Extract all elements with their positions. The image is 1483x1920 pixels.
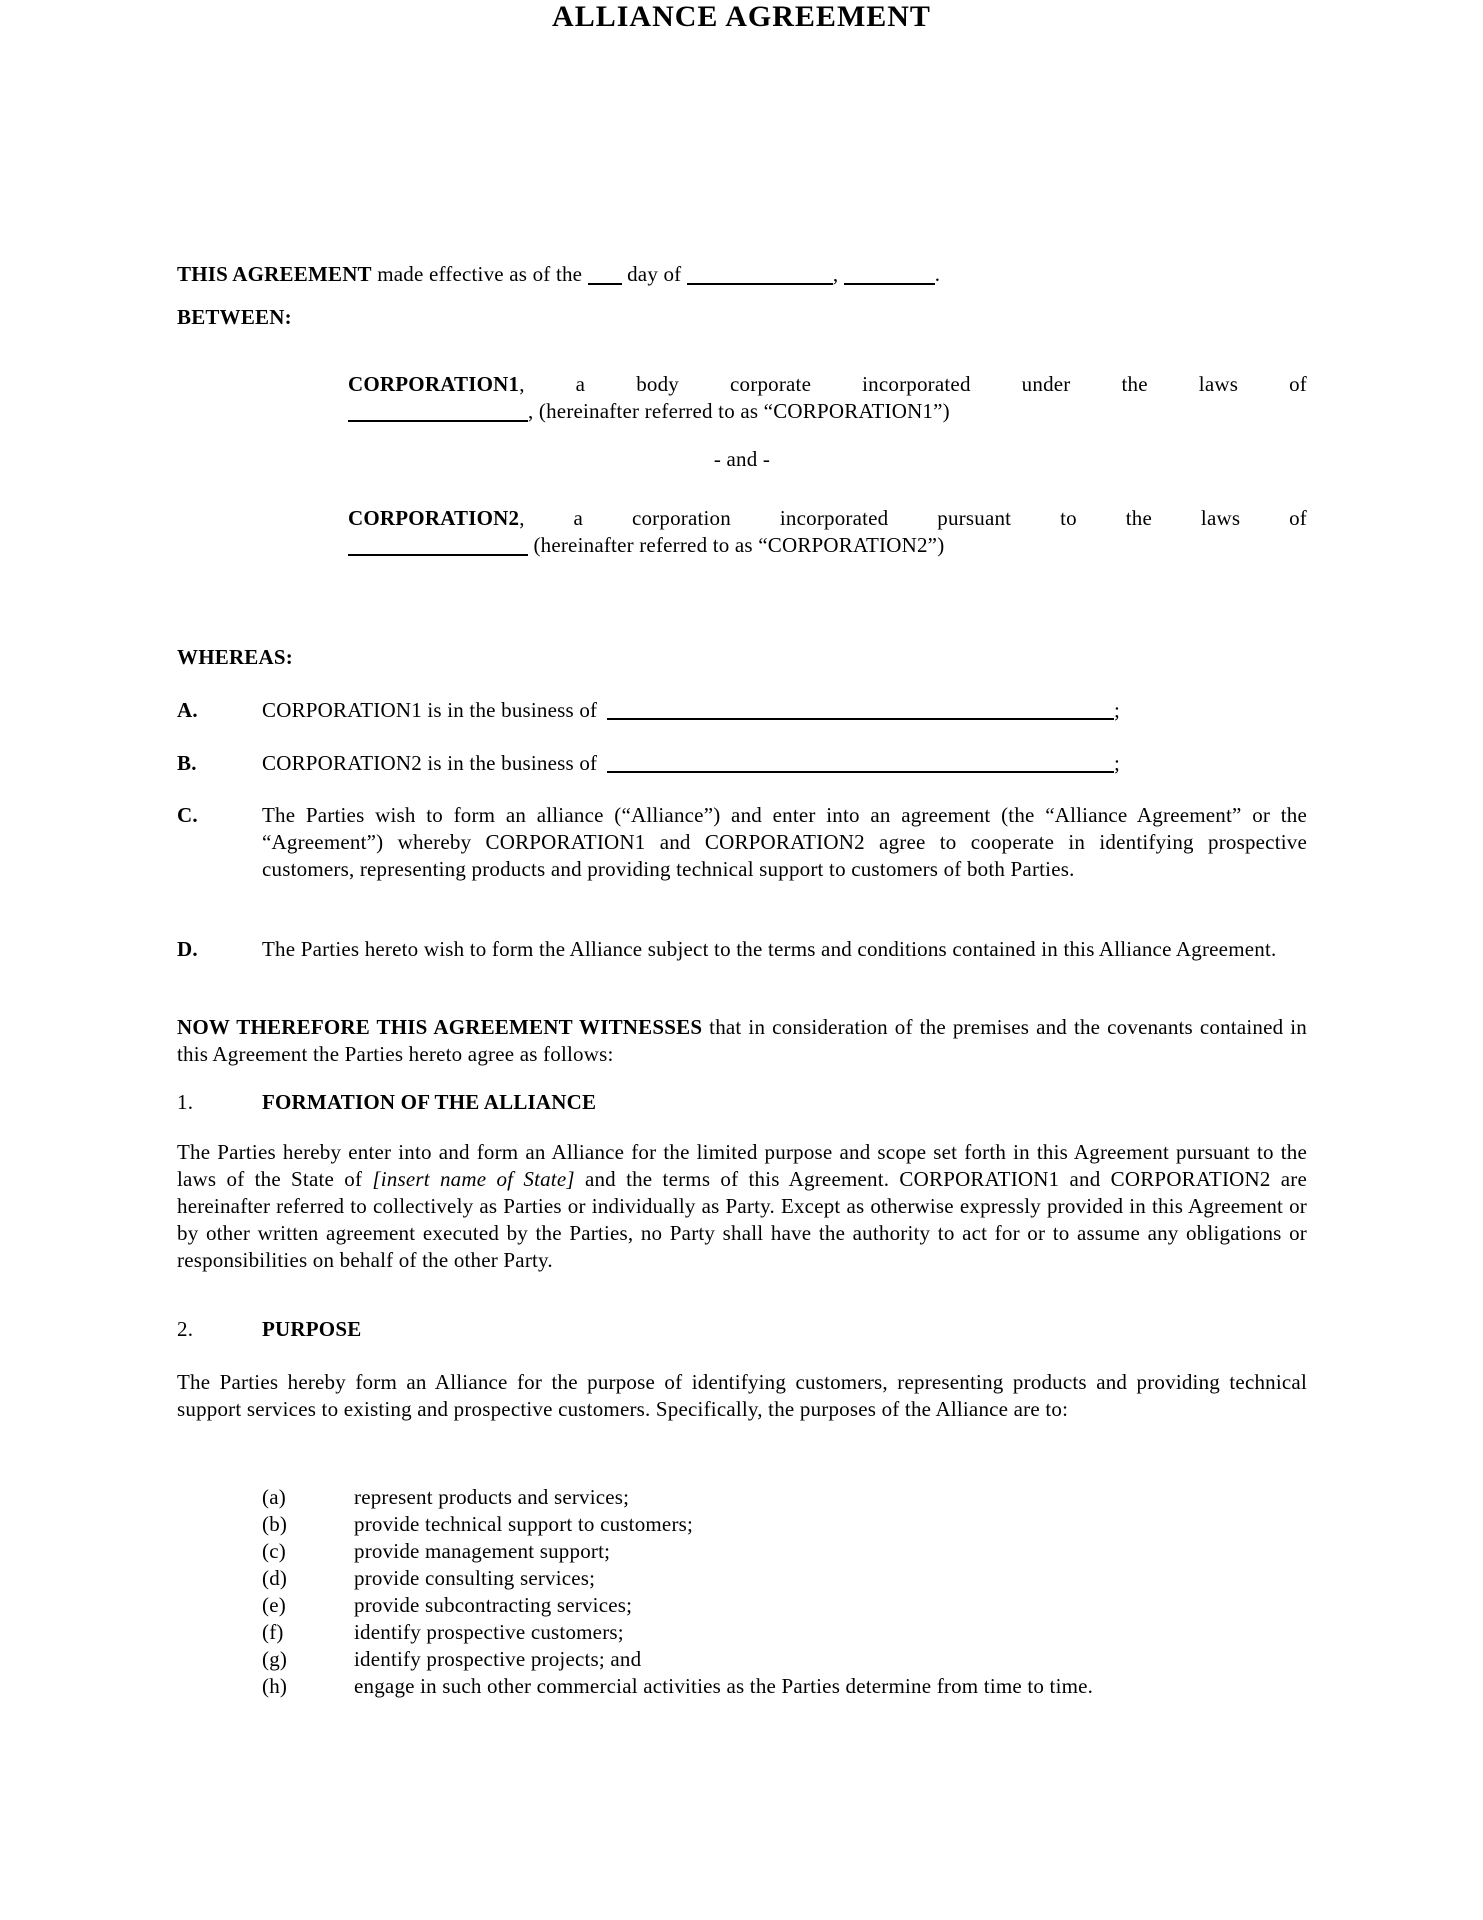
party2-line1-text: , a corporation incorporated pursuant to the laws of [519,506,1307,530]
section1-body [177,1139,1307,1274]
party1-line1 [348,371,1307,398]
party2-line2-text: (hereinafter referred to as “CORPORATION2”) [533,533,945,557]
intro-comma: , [832,262,839,286]
between-label: BETWEEN: [177,305,292,329]
whereas-label: WHEREAS: [177,645,293,669]
recital-b-semicolon: ; [1113,751,1120,775]
recital-a-label: A. [177,698,198,722]
purpose-item-a-label: (a) [262,1485,286,1509]
purpose-item-d-text: provide consulting services; [354,1566,596,1590]
section2-heading-row [177,1316,1307,1343]
party1-line2 [348,398,1307,425]
purpose-item-b [262,1511,1307,1538]
purpose-item-h-label: (h) [262,1674,288,1698]
recital-d-label: D. [177,937,198,961]
section1-insert-state-placeholder: [insert name of State] [372,1167,575,1191]
recital-b-line [262,750,1120,777]
intro-text-1: made effective as of the [377,262,583,286]
purpose-item-g-label: (g) [262,1647,288,1671]
purpose-item-g [262,1646,1307,1673]
purpose-item-b-text: provide technical support to customers; [354,1512,694,1536]
intro-paragraph [177,261,1307,288]
day-blank-line [588,263,622,285]
purpose-item-d [262,1565,1307,1592]
purpose-item-c-label: (c) [262,1539,286,1563]
recital-a-blank-line [607,697,1114,720]
and-separator: - and - [713,447,771,471]
purpose-item-f [262,1619,1307,1646]
party1-line1-text: , a body corporate incorporated under the laws of [519,372,1307,396]
now-therefore-paragraph [177,1014,1307,1068]
recital-c [177,802,1307,883]
purpose-item-h [262,1673,1307,1700]
recital-c-label: C. [177,803,198,827]
section1-number: 1. [177,1090,194,1114]
purpose-item-g-text: identify prospective projects; and [354,1647,642,1671]
year-blank-line [844,263,935,285]
purpose-item-h-text: engage in such other commercial activities as the Parties determine from time to time. [354,1674,1094,1698]
month-blank-line [687,263,833,285]
party2-block [348,505,1307,559]
now-therefore-bold: NOW THEREFORE THIS AGREEMENT WITNESSES [177,1015,703,1039]
purpose-item-f-label: (f) [262,1620,284,1644]
purpose-list [262,1484,1307,1700]
purpose-item-b-label: (b) [262,1512,288,1536]
purpose-item-e-label: (e) [262,1593,286,1617]
purpose-item-e [262,1592,1307,1619]
purpose-item-a-text: represent products and services; [354,1485,630,1509]
recital-b-blank-line [607,750,1114,773]
party1-block [348,371,1307,425]
purpose-item-f-text: identify prospective customers; [354,1620,624,1644]
recital-b-text: CORPORATION2 is in the business of [262,751,598,775]
recital-c-text: The Parties wish to form an alliance (“Alliance”) and enter into an agreement (the “Alliance Agreement” or the “Agreement”) whereby CORPORATION1 and CORPORATION2 agree to cooperate in identifying prospective customers, representing products and providing technical support to customers of both Parties. [262,803,1307,881]
section1-heading-row [177,1089,1307,1116]
purpose-item-c [262,1538,1307,1565]
party1-name: CORPORATION1 [348,372,520,396]
section2-body: The Parties hereby form an Alliance for the purpose of identifying customers, representing products and providing technical support services to existing and prospective customers. Specifically, the purposes of the Alliance are to: [177,1370,1307,1421]
party2-line2 [348,532,1307,559]
intro-bold-label: THIS AGREEMENT [177,262,372,286]
document-title: ALLIANCE AGREEMENT [552,0,931,33]
recital-a [177,697,1307,724]
purpose-item-c-text: provide management support; [354,1539,611,1563]
party1-line2-text: , (hereinafter referred to as “CORPORATION1”) [528,399,950,423]
section1-text-pre: The Parties hereby enter into and form an Alliance for the limited purpose and scope set forth in this Agreement pursuant to the laws of the State of [177,1140,1307,1191]
section1-text-post: and the terms of this Agreement. CORPORATION1 and CORPORATION2 are hereinafter referred to collectively as Parties or individually as Party. Except as otherwise expressly provided in this Agreement or by other written agreement executed by the Parties, no Party shall have the authority to act for or to assume any obligations or responsibilities on behalf of the other Party. [177,1167,1308,1272]
purpose-item-a [262,1484,1307,1511]
section1-heading: FORMATION OF THE ALLIANCE [262,1090,597,1114]
purpose-item-e-text: provide subcontracting services; [354,1593,633,1617]
recital-d [177,936,1307,963]
recital-d-text: The Parties hereto wish to form the Alliance subject to the terms and conditions contained in this Alliance Agreement. [262,937,1277,961]
recital-a-text: CORPORATION1 is in the business of [262,698,598,722]
section2-number: 2. [177,1317,194,1341]
intro-text-2: day of [627,262,682,286]
party2-name: CORPORATION2 [348,506,520,530]
intro-period: . [934,262,941,286]
recital-a-line [262,697,1120,724]
recital-b-label: B. [177,751,197,775]
party2-jurisdiction-blank-line [348,534,528,556]
recital-a-semicolon: ; [1113,698,1120,722]
recital-b [177,750,1307,777]
party1-jurisdiction-blank-line [348,400,528,422]
purpose-item-d-label: (d) [262,1566,288,1590]
now-therefore-text: that in consideration of the premises and the covenants contained in this Agreement the Parties hereto agree as follows: [177,1015,1308,1066]
party2-line1 [348,505,1307,532]
section2-heading: PURPOSE [262,1317,362,1341]
